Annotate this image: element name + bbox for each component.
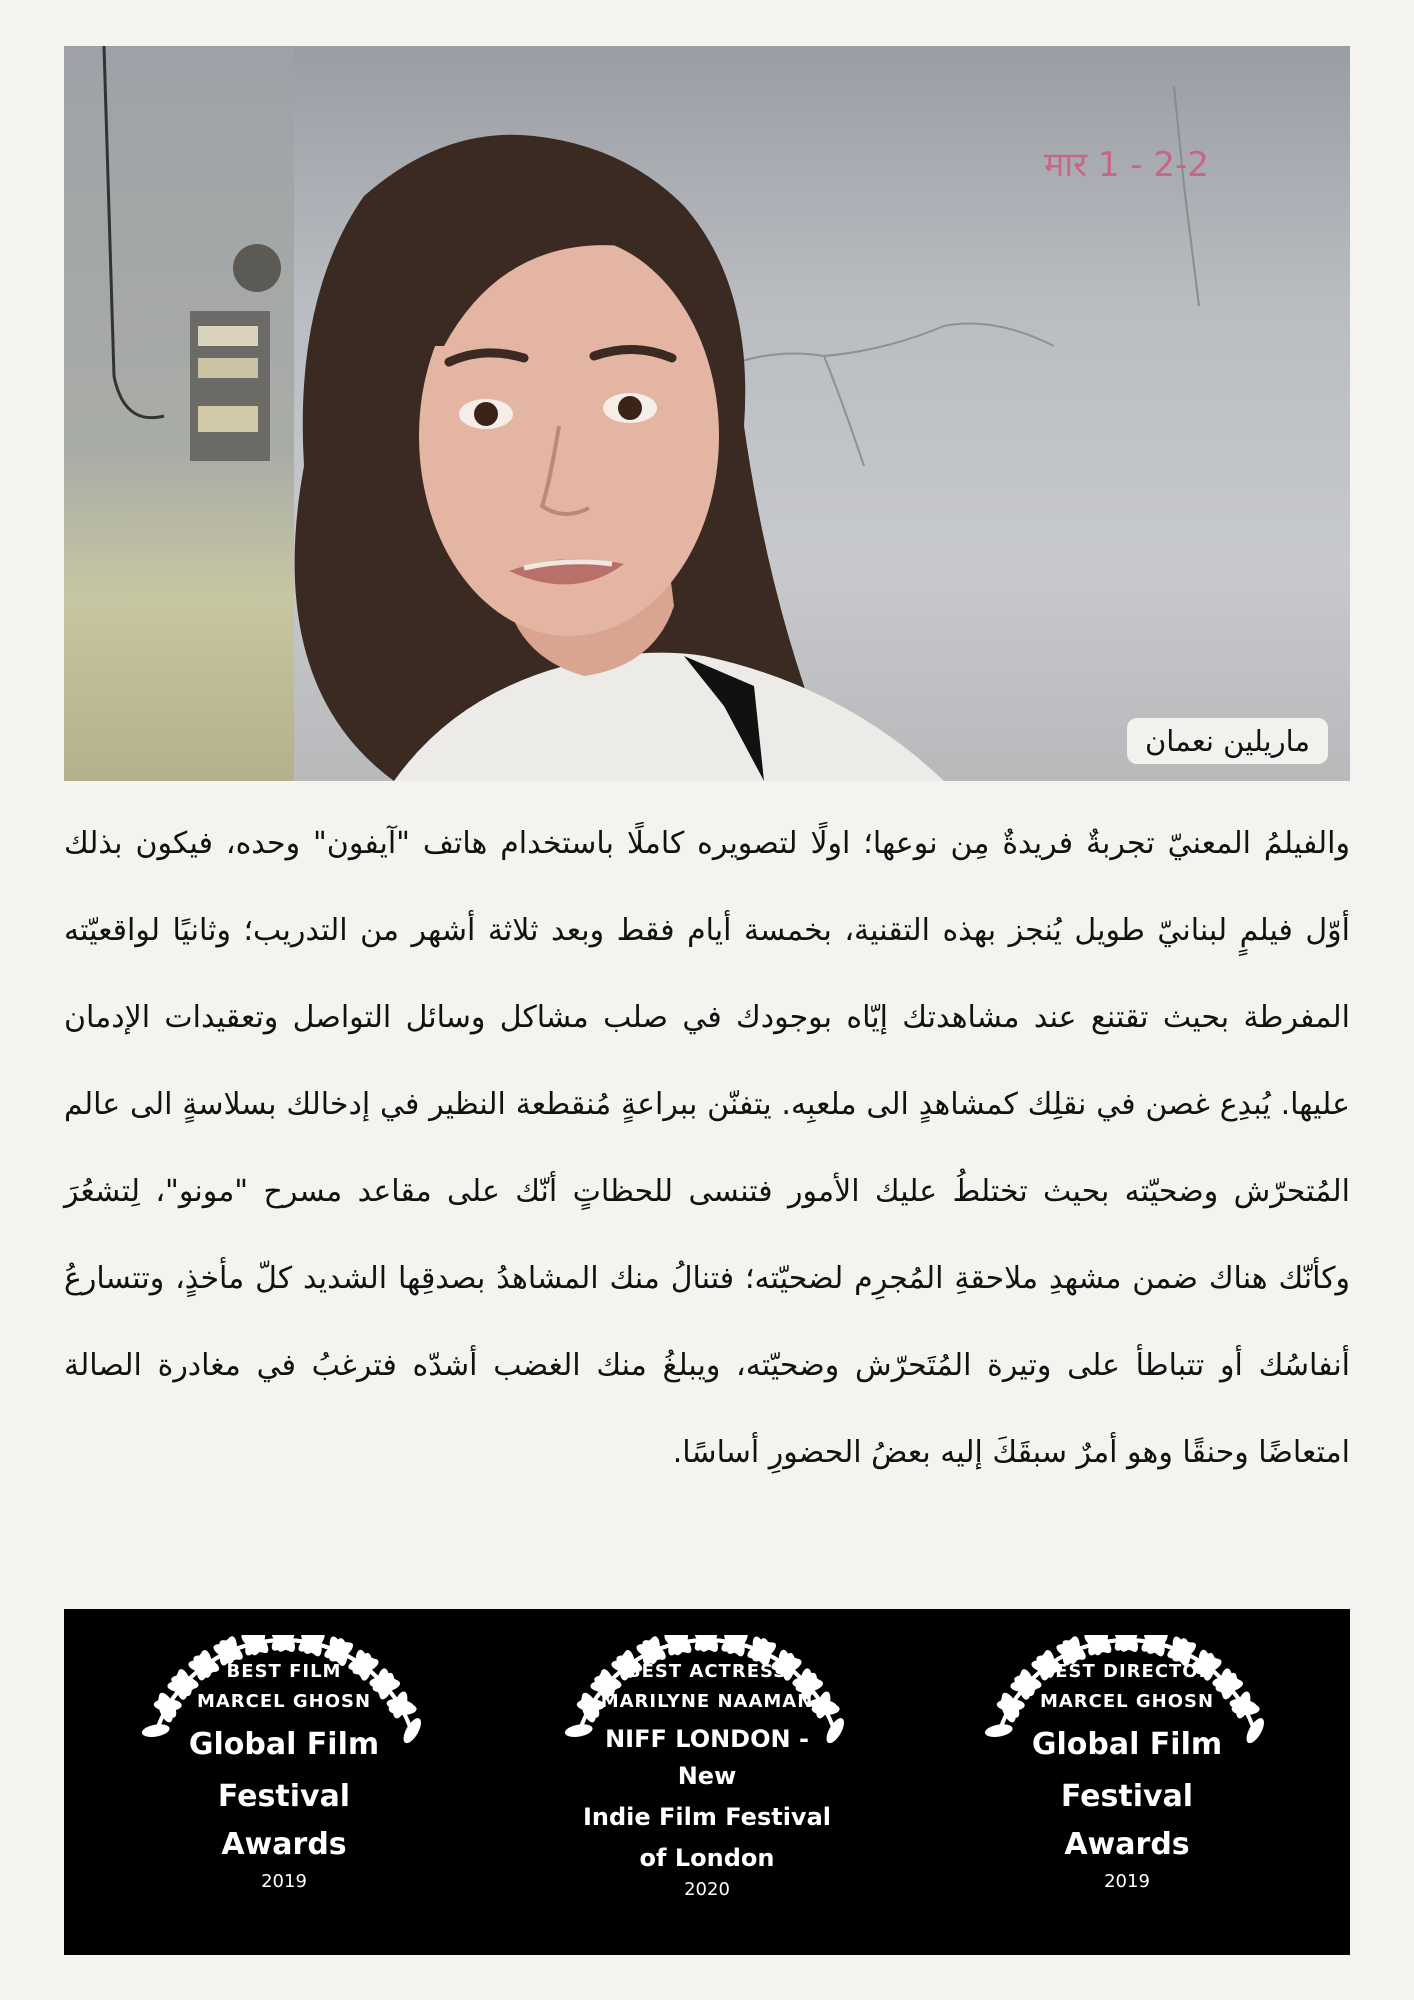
wall-writing: मार 1 - 2-2 [1044,145,1209,185]
award-laurel [507,1635,907,1935]
awards-banner [64,1609,1350,1955]
award-year: 2019 [261,1871,307,1892]
award-recipient: MARCEL GHOSN [1039,1691,1215,1712]
photo-caption: ماريلين نعمان [1127,718,1328,764]
award-recipient: MARCEL GHOSN [196,1691,372,1712]
article-paragraph: والفيلمُ المعنيّ تجربةٌ فريدةٌ مِن نوعها؛ اولًا لتصويره كاملًا باستخدام هاتف "آيفون" وحده، فيكون بذلك أوّل فيلمٍ لبنانيّ طويل يُنجز بهذه التقنية، بخمسة أيام فقط وبعد ثلاثة أشهر من التدريب؛ وثانيًا لواقعيّته المفرطة بحيث تقتنع عند مشاهدتك إيّاه بوجودك في صلب مشاكل وسائل التواصل وتعقيدات الإدمان عليها. يُبدِع غصن في نقلِك كمشاهدٍ الى ملعبِه. يتفنّن ببراعةٍ مُنقطعة النظير في إدخالك بسلاسةٍ الى عالم المُتحرّش وضحيّته بحيث تختلطُ عليك الأمور فتنسى للحظاتٍ أنّك على مقاعد مسرح "مونو"، لِتشعُرَ وكأنّك هناك ضمن مشهدِ ملاحقةِ المُجرِم لضحيّته؛ فتنالُ منك المشاهدُ بصدقِها الشديد كلّ مأخذٍ، وتتسارعُ أنفاسُك أو تتباطأ على وتيرة المُتَحرّش وضحيّته، ويبلغُ منك الغضب أشدّه فترغبُ في مغادرة الصالة امتعاضًا وحنقًا وهو أمرٌ سبقَكَ إليه بعضُ الحضورِ أساسًا. [64,826,1350,1470]
hero-photo [64,46,1350,781]
award-category: BEST ACTRESS [626,1661,788,1682]
award-festival: NIFF LONDON - New [605,1725,809,1790]
award-festival: Festival Awards [217,1779,351,1862]
award-recipient: MARILYNE NAAMAN [600,1691,814,1712]
award-year: 2019 [1104,1871,1150,1892]
article-body [64,800,1350,1496]
award-festival: of London [639,1844,775,1872]
award-laurel [927,1635,1327,1935]
award-festival: Global Film [188,1727,380,1762]
award-festival: Festival Awards [1060,1779,1194,1862]
award-laurel [84,1635,484,1935]
award-festival: Global Film [1031,1727,1223,1762]
portrait-illustration [64,46,1350,781]
award-year: 2020 [684,1879,730,1900]
award-festival: Indie Film Festival [582,1803,831,1831]
award-category: BEST FILM [226,1661,342,1682]
award-category: BEST DIRECTOR [1040,1661,1214,1682]
